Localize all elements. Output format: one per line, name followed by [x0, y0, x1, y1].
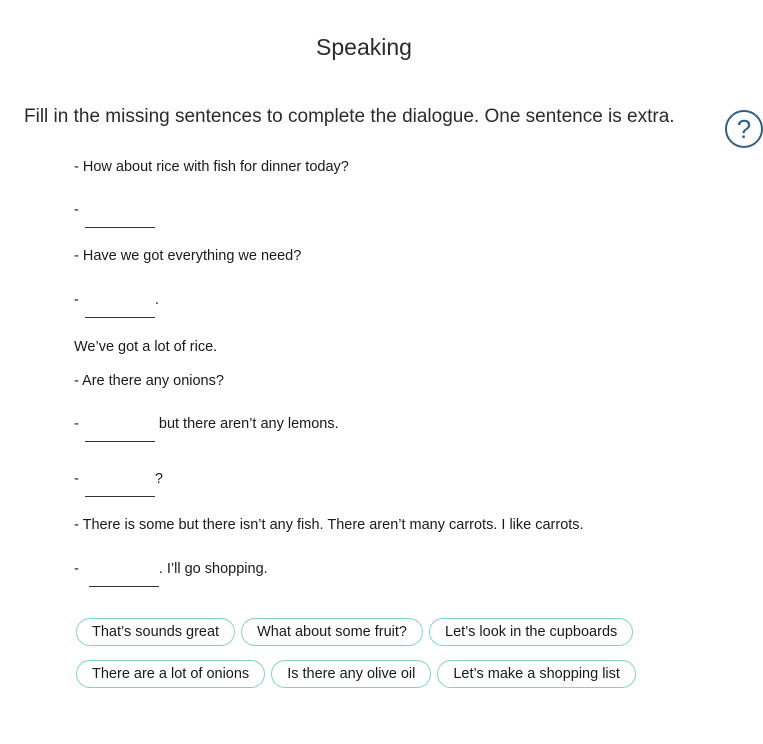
line-suffix: . — [154, 292, 159, 308]
dialogue-line-4 — [74, 292, 159, 318]
answer-blank-2[interactable] — [85, 299, 155, 318]
line-suffix: . I’ll go shopping. — [158, 561, 268, 577]
answer-options-row-2 — [76, 660, 636, 688]
dialogue-line-1: - How about rice with fish for dinner today? — [74, 159, 349, 175]
option-chip[interactable]: What about some fruit? — [241, 618, 423, 646]
dash: - — [74, 202, 79, 218]
line-suffix: but there aren’t any lemons. — [158, 416, 339, 432]
answer-blank-4[interactable] — [85, 478, 155, 497]
dialogue-line-9: - There is some but there isn’t any fish. There aren’t many carrots. I like carrots. — [74, 517, 584, 533]
instruction-text: Fill in the missing sentences to complete the dialogue. One sentence is extra. — [24, 106, 675, 127]
option-chip[interactable]: There are a lot of onions — [76, 660, 265, 688]
dialogue-line-10 — [74, 561, 268, 587]
answer-options-row-1 — [76, 618, 633, 646]
help-icon[interactable]: ? — [725, 110, 763, 148]
dash: - — [74, 292, 79, 308]
answer-blank-3[interactable] — [85, 423, 155, 442]
dialogue-line-3: - Have we got everything we need? — [74, 248, 302, 264]
dialogue-line-5: We’ve got a lot of rice. — [74, 339, 218, 355]
option-chip[interactable]: Is there any olive oil — [271, 660, 431, 688]
line-suffix: ? — [154, 471, 163, 487]
option-chip[interactable]: Let’s look in the cupboards — [429, 618, 633, 646]
dialogue-line-8 — [74, 471, 163, 497]
dash: - — [74, 471, 79, 487]
answer-blank-5[interactable] — [89, 568, 159, 587]
answer-blank-1[interactable] — [85, 209, 155, 228]
dialogue-line-6: - Are there any onions? — [74, 373, 224, 389]
page-title: Speaking — [316, 34, 412, 60]
option-chip[interactable]: Let’s make a shopping list — [437, 660, 636, 688]
option-chip[interactable]: That’s sounds great — [76, 618, 235, 646]
dash: - — [74, 416, 79, 432]
dialogue-line-7 — [74, 416, 339, 442]
dialogue-line-2 — [74, 202, 155, 228]
dash: - — [74, 561, 79, 577]
